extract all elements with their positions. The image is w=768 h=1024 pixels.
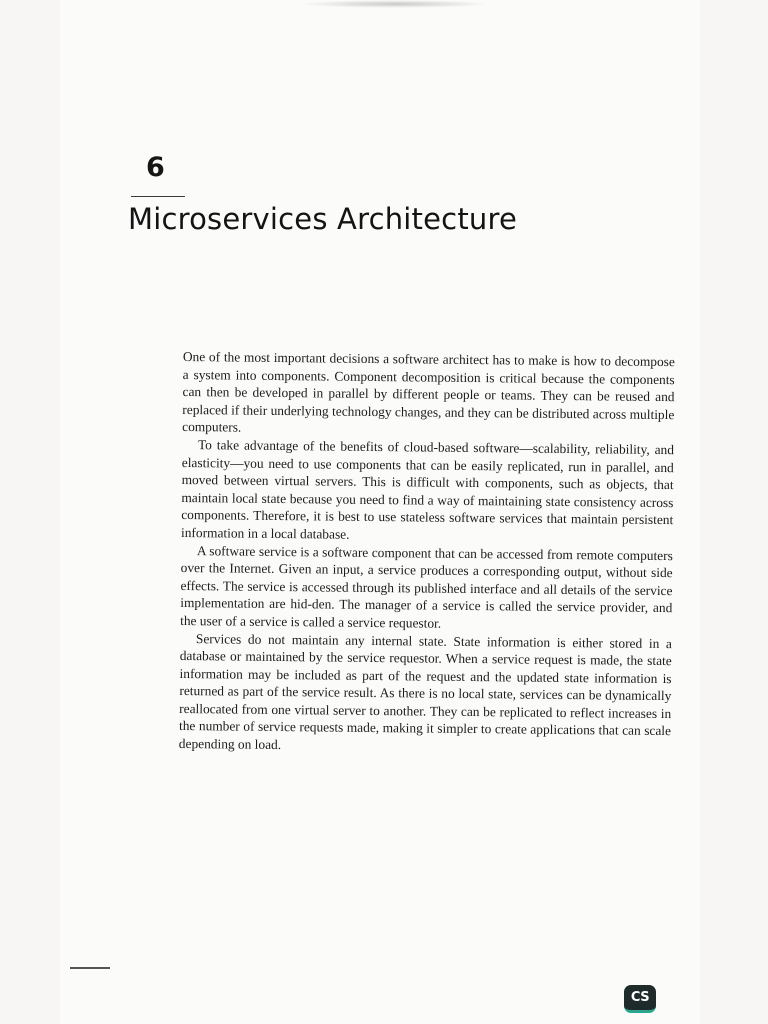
chapter-divider: [131, 196, 185, 197]
paragraph-1: One of the most important decisions a software architect has to make is how to decompose a system into components. Component decomposition is critical because the components can then be developed in parallel by different people or teams. They can be reused and replaced if their underlying technology changes, and they can be distributed across multiple computers.: [182, 348, 675, 435]
paragraph-3: A software service is a software component that can be accessed from remote computers over the Internet. Given an input, a service produces a corresponding output, without side effects. The service is accessed through its published interface and all details of the service implementation are hid-den. The manager of a service is called the service provider, and the user of a service is called a service requestor.: [180, 542, 673, 631]
page-edge-shadow: [300, 0, 490, 8]
page-bottom-mark: [70, 967, 110, 969]
chapter-title: Microservices Architecture: [128, 202, 517, 236]
paragraph-4: Services do not maintain any internal state. State information is either stored in a database or maintained by the service requestor. When a service request is made, the state information may be included as part of the request and the updated state information is returned as part of the service result. As there is no local state, services can be dynamically reallocated from one virtual server to another. They can be replicated to reflect increases in the number of service requests made, making it simpler to create applications that can scale depending on load.: [178, 630, 673, 753]
paragraph-2: To take advantage of the benefits of cloud-based software—scalability, reliability, and elasticity—you need to use components that can be easily replicated, run in parallel, and moved between virtual servers. This is difficult with components, such as objects, that maintain local state because you need to find a way of maintaining state consistency across components. Therefore, it is best to use stateless software services that maintain persistent information in a local database.: [180, 437, 675, 542]
chapter-body: [179, 348, 675, 758]
camscanner-logo-icon: [624, 985, 656, 1013]
chapter-number: 6: [146, 152, 165, 183]
scanner-badge-label: CS: [630, 990, 650, 1005]
